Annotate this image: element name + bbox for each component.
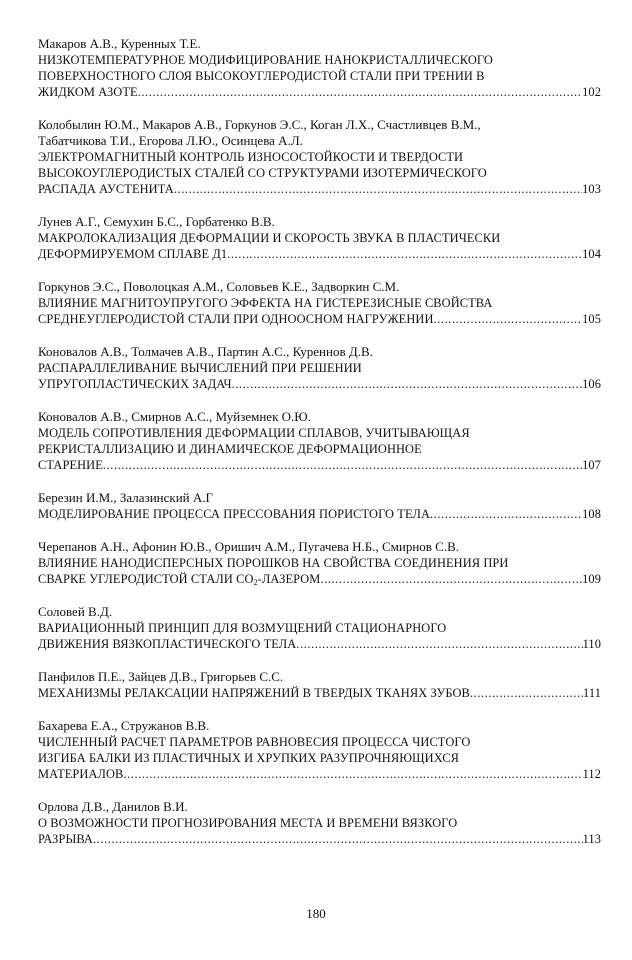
entry-title-last-main: ЖИДКОМ АЗОТЕ xyxy=(38,85,138,99)
toc-entry xyxy=(38,36,601,100)
entry-title-line: ВАРИАЦИОННЫЙ ПРИНЦИП ДЛЯ ВОЗМУЩЕНИЙ СТАЦИОНАРНОГО xyxy=(38,621,447,635)
toc-entry xyxy=(38,799,601,847)
entry-title-last-main: РАСПАДА АУСТЕНИТА xyxy=(38,182,174,196)
entry-title-last-text xyxy=(38,246,227,262)
entry-authors: Горкунов Э.С., Поволоцкая А.М., Соловьев К.Е., Задворкин С.М. xyxy=(38,279,400,294)
toc-entry xyxy=(38,117,601,197)
table-of-contents xyxy=(38,36,601,864)
entry-title-line: ПОВЕРХНОСТНОГО СЛОЯ ВЫСОКОУГЛЕРОДИСТОЙ СТАЛИ ПРИ ТРЕНИИ В xyxy=(38,69,485,83)
entry-authors: Лунев А.Г., Семухин Б.С., Горбатенко В.В. xyxy=(38,214,275,229)
entry-title-line: ВЫСОКОУГЛЕРОДИСТЫХ СТАЛЕЙ СО СТРУКТУРАМИ ИЗОТЕРМИЧЕСКОГО xyxy=(38,166,487,180)
dot-leader xyxy=(320,571,582,587)
toc-entry xyxy=(38,539,601,587)
entry-page-number[interactable]: 105 xyxy=(582,312,601,326)
dot-leader xyxy=(434,311,583,327)
entry-title xyxy=(38,295,601,327)
dot-leader xyxy=(430,506,582,522)
entry-title-line: ВЛИЯНИЕ МАГНИТОУПРУГОГО ЭФФЕКТА НА ГИСТЕРЕЗИСНЫЕ СВОЙСТВА xyxy=(38,296,493,310)
entry-authors: Бахарева Е.А., Стружанов В.В. xyxy=(38,718,210,733)
dot-leader xyxy=(123,766,582,782)
entry-title-last-main: УПРУГОПЛАСТИЧЕСКИХ ЗАДАЧ xyxy=(38,377,232,391)
dot-leader xyxy=(227,246,582,262)
entry-authors: Березин И.М., Залазинский А.Г xyxy=(38,490,214,505)
entry-title-last-text xyxy=(38,84,138,100)
entry-title-line: ВЛИЯНИЕ НАНОДИСПЕРСНЫХ ПОРОШКОВ НА СВОЙСТВА СОЕДИНЕНИЯ ПРИ xyxy=(38,556,509,570)
entry-title-last-line xyxy=(38,571,601,587)
dot-leader xyxy=(232,376,582,392)
dot-leader xyxy=(470,685,583,701)
entry-page-number[interactable]: 104 xyxy=(582,247,601,261)
entry-title-line: МАКРОЛОКАЛИЗАЦИЯ ДЕФОРМАЦИИ И СКОРОСТЬ ЗВУКА В ПЛАСТИЧЕСКИ xyxy=(38,231,501,245)
entry-title-last-line xyxy=(38,84,601,100)
entry-title-last-main: РАЗРЫВА xyxy=(38,832,93,846)
entry-title xyxy=(38,506,601,522)
entry-title-last-text xyxy=(38,311,434,327)
dot-leader xyxy=(138,84,582,100)
toc-entry xyxy=(38,409,601,473)
toc-entry xyxy=(38,718,601,782)
entry-title-line: О ВОЗМОЖНОСТИ ПРОГНОЗИРОВАНИЯ МЕСТА И ВРЕМЕНИ ВЯЗКОГО xyxy=(38,816,458,830)
entry-title-last-text xyxy=(38,636,296,652)
entry-authors: Соловей В.Д. xyxy=(38,604,113,619)
entry-title-last-main: СТАРЕНИЕ xyxy=(38,458,103,472)
entry-page-number[interactable]: 106 xyxy=(582,377,601,391)
entry-title-line: МОДЕЛЬ СОПРОТИВЛЕНИЯ ДЕФОРМАЦИИ СПЛАВОВ, УЧИТЫВАЮЩАЯ xyxy=(38,426,470,440)
entry-title-last-text xyxy=(38,506,430,522)
entry-title-line: РАСПАРАЛЛЕЛИВАНИЕ ВЫЧИСЛЕНИЙ ПРИ РЕШЕНИИ xyxy=(38,361,362,375)
entry-title-last-text xyxy=(38,831,93,847)
entry-title-line: РЕКРИСТАЛЛИЗАЦИЮ И ДИНАМИЧЕСКОЕ ДЕФОРМАЦИОННОЕ xyxy=(38,442,422,456)
entry-page-number[interactable]: 102 xyxy=(582,85,601,99)
entry-authors: Черепанов А.Н., Афонин Ю.В., Оришич А.М., Пугачева Н.Б., Смирнов С.В. xyxy=(38,539,460,554)
entry-title-last-text xyxy=(38,766,123,782)
entry-page-number[interactable]: 109 xyxy=(582,572,601,586)
entry-title-last-main: ДВИЖЕНИЯ ВЯЗКОПЛАСТИЧЕСКОГО ТЕЛА xyxy=(38,637,297,651)
entry-title-last-line xyxy=(38,506,601,522)
entry-title xyxy=(38,360,601,392)
entry-title-last-line xyxy=(38,457,601,473)
dot-leader xyxy=(296,636,582,652)
entry-title xyxy=(38,425,601,473)
entry-title-line: ИЗГИБА БАЛКИ ИЗ ПЛАСТИЧНЫХ И ХРУПКИХ РАЗУПРОЧНЯЮЩИХСЯ xyxy=(38,751,459,765)
entry-authors: Макаров А.В., Куренных Т.Е. xyxy=(38,36,201,51)
entry-title-last-main: МАТЕРИАЛОВ xyxy=(38,767,124,781)
entry-title-last-line xyxy=(38,636,601,652)
entry-page-number[interactable]: 110 xyxy=(582,637,601,651)
dot-leader xyxy=(93,831,583,847)
entry-page-number[interactable]: 113 xyxy=(582,832,601,846)
entry-title-last-main: МЕХАНИЗМЫ РЕЛАКСАЦИИ НАПРЯЖЕНИЙ В ТВЕРДЫХ ТКАНЯХ ЗУБОВ xyxy=(38,686,470,700)
entry-title xyxy=(38,815,601,847)
entry-title-suffix: -ЛАЗЕРОМ xyxy=(257,572,321,586)
toc-entry xyxy=(38,604,601,652)
entry-title-last-line xyxy=(38,831,601,847)
entry-title xyxy=(38,734,601,782)
entry-title-last-line xyxy=(38,685,601,701)
entry-title-line: НИЗКОТЕМПЕРАТУРНОЕ МОДИФИЦИРОВАНИЕ НАНОКРИСТАЛЛИЧЕСКОГО xyxy=(38,53,493,67)
entry-title-last-line xyxy=(38,376,601,392)
entry-page-number[interactable]: 112 xyxy=(582,767,601,781)
dot-leader xyxy=(174,181,582,197)
entry-page-number[interactable]: 103 xyxy=(582,182,601,196)
toc-entry xyxy=(38,344,601,392)
entry-title xyxy=(38,685,601,701)
entry-page-number[interactable]: 107 xyxy=(582,458,601,472)
entry-authors: Орлова Д.В., Данилов В.И. xyxy=(38,799,188,814)
toc-entry xyxy=(38,214,601,262)
entry-title-last-main: МОДЕЛИРОВАНИЕ ПРОЦЕССА ПРЕССОВАНИЯ ПОРИСТОГО ТЕЛА xyxy=(38,507,431,521)
entry-title-line: ЭЛЕКТРОМАГНИТНЫЙ КОНТРОЛЬ ИЗНОСОСТОЙКОСТИ И ТВЕРДОСТИ xyxy=(38,150,464,164)
entry-title-last-line xyxy=(38,311,601,327)
entry-title-last-line xyxy=(38,246,601,262)
dot-leader xyxy=(103,457,582,473)
page-number: 180 xyxy=(306,906,326,921)
entry-title-last-text xyxy=(38,457,103,473)
entry-title-last-main: ДЕФОРМИРУЕМОМ СПЛАВЕ Д1 xyxy=(38,247,228,261)
entry-authors: Коновалов А.В., Смирнов А.С., Муйземнек О.Ю. xyxy=(38,409,311,424)
entry-title xyxy=(38,52,601,100)
entry-title-last-line xyxy=(38,766,601,782)
toc-entry xyxy=(38,669,601,701)
entry-title-subscript: 2 xyxy=(253,578,258,587)
entry-authors: Панфилов П.Е., Зайцев Д.В., Григорьев С.С. xyxy=(38,669,284,684)
entry-title xyxy=(38,620,601,652)
entry-authors: Табатчикова Т.И., Егорова Л.Ю., Осинцева А.Л. xyxy=(38,133,303,148)
entry-page-number[interactable]: 111 xyxy=(583,686,601,700)
entry-title-last-text xyxy=(38,571,320,587)
entry-title-last-text xyxy=(38,376,232,392)
entry-title xyxy=(38,149,601,197)
toc-entry xyxy=(38,279,601,327)
entry-title-last-text xyxy=(38,181,174,197)
entry-title-last-text xyxy=(38,685,470,701)
entry-title-last-line xyxy=(38,181,601,197)
entry-title xyxy=(38,230,601,262)
entry-authors: Колобылин Ю.М., Макаров А.В., Горкунов Э.С., Коган Л.Х., Счастливцев В.М., xyxy=(38,117,481,132)
entry-title xyxy=(38,555,601,587)
entry-title-last-main: СРЕДНЕУГЛЕРОДИСТОЙ СТАЛИ ПРИ ОДНООСНОМ НАГРУЖЕНИИ xyxy=(38,312,434,326)
toc-entry xyxy=(38,490,601,522)
entry-title-last-main: СВАРКЕ УГЛЕРОДИСТОЙ СТАЛИ CO xyxy=(38,572,254,586)
entry-title-line: ЧИСЛЕННЫЙ РАСЧЕТ ПАРАМЕТРОВ РАВНОВЕСИЯ ПРОЦЕССА ЧИСТОГО xyxy=(38,735,471,749)
entry-page-number[interactable]: 108 xyxy=(582,507,601,521)
entry-authors: Коновалов А.В., Толмачев А.В., Партин А.С., Куреннов Д.В. xyxy=(38,344,373,359)
